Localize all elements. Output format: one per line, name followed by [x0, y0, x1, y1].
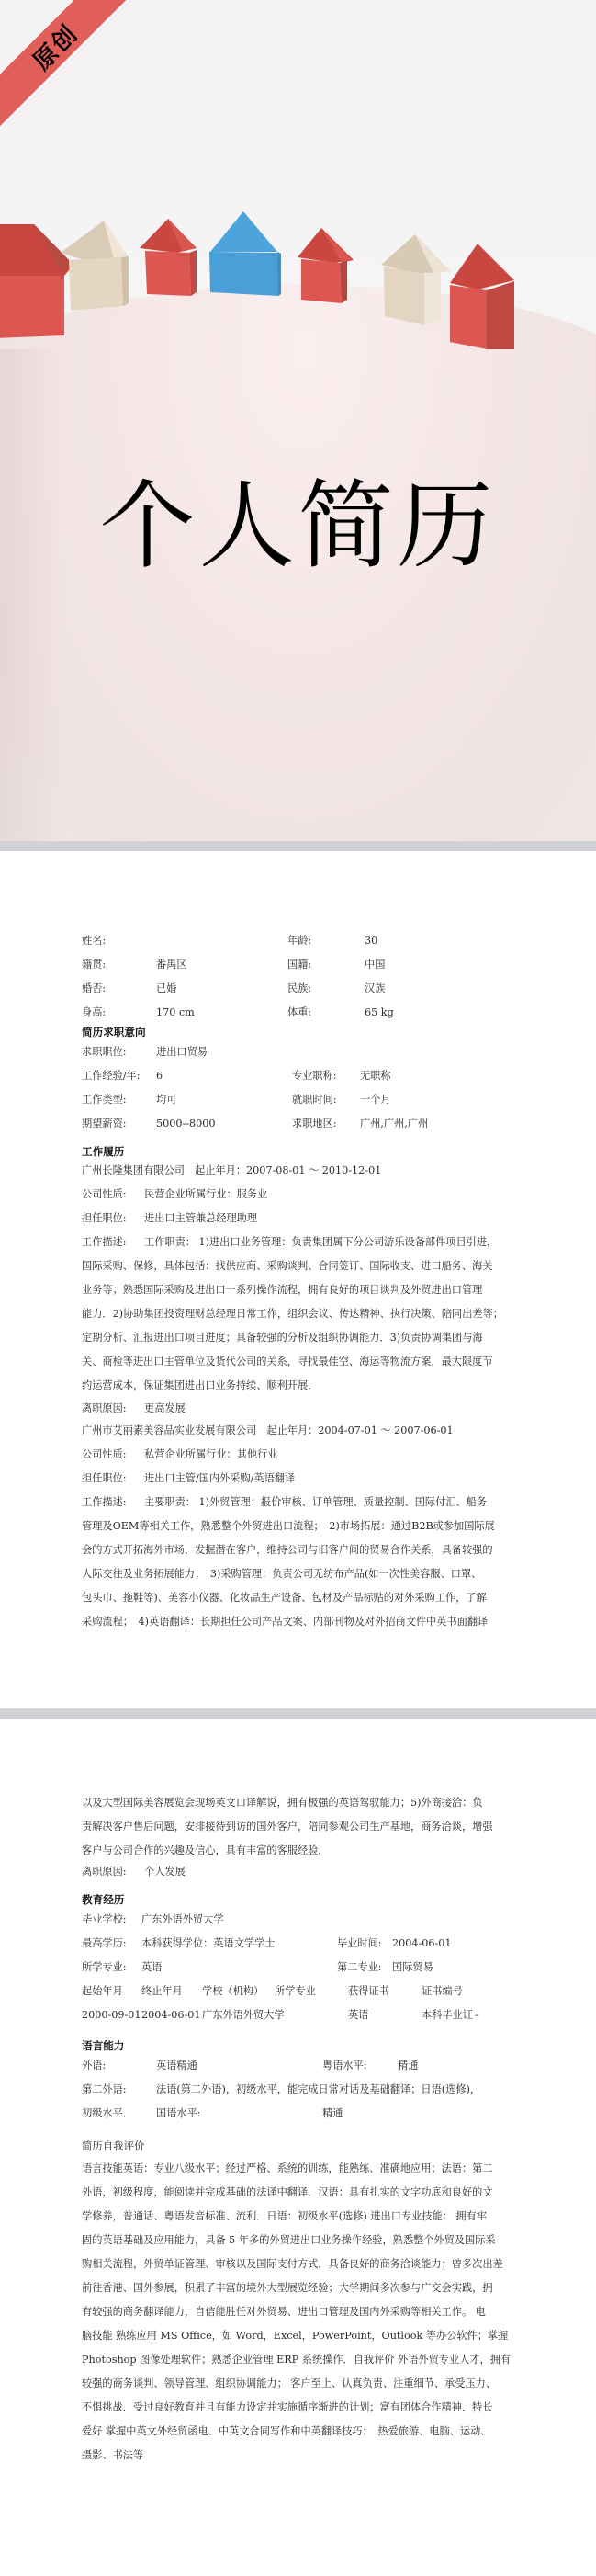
job-1-desc-line: 定期分析、汇报进出口项目进度；具备较强的分析及组织协调能力．3)负责协调集团与海: [82, 1332, 483, 1344]
job-2-desc-line: 主要职责： 1)外贸管理：报价审核、订单管理、质量控制、国际付汇、船务: [144, 1496, 488, 1508]
intent-position-label: 求职职位:: [82, 1046, 127, 1058]
self-eval-line: 脑技能 熟练应用 MS Office，如 Word，Excel，PowerPoint，Outlook 等办公软件；掌握: [82, 2330, 509, 2342]
self-eval-line: 语言技能英语：专业八级水平；经过严格、系统的训练，能熟练、准确地应用；法语：第二: [82, 2162, 493, 2174]
weight-label: 体重:: [287, 1006, 312, 1018]
self-eval-line: 爱好 掌握中英文外经贸函电、中英文合同写作和中英翻译技巧； 热爱旅游、电脑、运动、: [82, 2425, 491, 2437]
section-heading-work: 工作履历: [82, 1145, 125, 1158]
cover-title: 个人简历: [99, 470, 497, 582]
marital-value: 已婚: [156, 982, 177, 994]
edu-cell: 2000-09-01: [82, 2009, 141, 2021]
edu-col-header: 起始年月: [82, 1985, 123, 1997]
self-eval-line: 外语，初级程度，能阅读并完成基础的法译中翻译．汉语：具有扎实的文字功底和良好的文: [82, 2186, 493, 2198]
house-blocks-image: [0, 0, 596, 386]
job-2-desc-line: 采购流程； 4)英语翻译：长期担任公司产品文案、内部刊物及对外招商文件中英书面翻译: [82, 1616, 489, 1628]
self-eval-line: 购相关流程，外贸单证管理、审核以及国际支付方式，具备良好的商务洽谈能力；曾多次出差: [82, 2258, 503, 2270]
job-1-desc-label: 工作描述:: [82, 1236, 127, 1248]
degree-label: 最高学历:: [82, 1937, 127, 1949]
self-eval-line: 较强的商务谈判、领导管理、组织协调能力； 客户至上、认真负责、注重细节、承受压力、: [82, 2377, 497, 2389]
pro-title-label: 专业职称:: [292, 1070, 337, 1082]
pro-title-value: 无职称: [360, 1070, 391, 1082]
job-2-desc-label: 工作描述:: [82, 1496, 127, 1508]
ethnic-value: 汉族: [365, 982, 386, 994]
edu-cell: -: [475, 2009, 478, 2021]
edu-cell: 本科毕业证: [422, 2009, 473, 2021]
job-2-nature-label: 公司性质:: [82, 1448, 127, 1460]
section-heading-education: 教育经历: [82, 1893, 125, 1906]
job-1-leave-value: 更高发展: [144, 1402, 186, 1414]
cantonese-value: 精通: [398, 2060, 419, 2071]
work-type-value: 均可: [156, 1094, 177, 1106]
job-2-nature-value: 私营企业所属行业：其他行业: [144, 1448, 278, 1460]
blue-house-icon: [209, 211, 281, 296]
salary-label: 期望薪资:: [82, 1118, 127, 1129]
salary-value: 5000--8000: [156, 1118, 216, 1129]
edu-col-header: 学校（机构）: [202, 1985, 264, 1997]
job-1-company: 广州长隆集团有限公司 起止年月：2007-08-01 ～ 2010-12-01: [82, 1164, 382, 1176]
start-time-value: 一个月: [360, 1094, 391, 1106]
mandarin-label: 国语水平:: [156, 2107, 201, 2119]
red-house-icon: [0, 224, 73, 338]
job-2-desc-line: 管理及OEM等相关工作，熟悉整个外贸进出口流程； 2)市场拓展：通过B2B或参加国际展: [82, 1520, 495, 1532]
origin-value: 番禺区: [156, 959, 187, 970]
second-lang-label: 第二外语:: [82, 2083, 127, 2095]
wood-house-icon: [381, 234, 450, 325]
cover-page: [0, 0, 596, 841]
job-2-position-value: 进出口主管/国内外采购/英语翻译: [144, 1472, 296, 1484]
job-2-desc-line: 包头巾、拖鞋等)、美容小仪器、化妆品生产设备、包材及产品标贴的对外采购工作，了解: [82, 1592, 487, 1604]
red-house-icon: [298, 228, 354, 303]
self-eval-line: 有较强的商务翻译能力，自信能胜任对外贸易、进出口管理及国内外采购等相关工作。 电: [82, 2306, 486, 2318]
wood-house-icon: [61, 221, 129, 311]
resume-page-3: [0, 1719, 596, 2576]
major-label: 所学专业:: [82, 1961, 127, 1973]
age-label: 年龄:: [287, 935, 312, 947]
resume-page-2: [0, 851, 596, 1708]
red-house-icon: [450, 244, 514, 349]
self-eval-line: Photoshop 图像处理软件；熟悉企业管理 ERP 系统操作．自我评价 外语外贸专业人才，拥有: [82, 2354, 512, 2366]
self-eval-line: 固的英语基础及应用能力，具备 5 年多的外贸进出口业务操作经验，熟悉整个外贸及国际采: [82, 2234, 496, 2246]
degree-value: 本科获得学位：英语文学学士: [141, 1937, 276, 1949]
major-value: 英语: [141, 1961, 163, 1973]
edu-col-header: 终止年月: [141, 1985, 183, 1997]
second-major-value: 国际贸易: [392, 1961, 433, 1973]
job-2-position-label: 担任职位:: [82, 1472, 127, 1484]
height-value: 170 cm: [156, 1006, 195, 1018]
job-1-desc-line: 国际采购、保修，具体包括：找供应商、采购谈判、合同签订、国际收支、进口船务、海关: [82, 1260, 493, 1272]
job-2-desc-line: 人际交往及业务拓展能力； 3)采购管理：负责公司无纺布产品(如一次性美容服、口罩、: [82, 1568, 482, 1580]
nationality-label: 国籍:: [287, 959, 312, 970]
weight-value: 65 kg: [365, 1006, 394, 1018]
ethnic-label: 民族:: [287, 982, 312, 994]
job-1-position-label: 担任职位:: [82, 1212, 127, 1224]
marital-label: 婚否:: [82, 982, 107, 994]
cover-shade: [0, 349, 64, 841]
cantonese-label: 粤语水平:: [322, 2060, 367, 2071]
nationality-value: 中国: [365, 959, 386, 970]
second-lang-value: 法语(第二外语)，初级水平，能完成日常对话及基础翻译；日语(选修)，: [156, 2083, 481, 2095]
self-eval-line: 学修养，普通话、粤语发音标准、流利．日语：初级水平(选修) 进出口专业技能： 拥有牢: [82, 2210, 487, 2222]
original-badge-label: 原创: [28, 19, 84, 76]
job-2-desc-line: 以及大型国际美容展览会现场英文口译解说，拥有极强的英语驾驭能力；5)外商接洽：负: [82, 1797, 483, 1809]
height-label: 身高:: [82, 1006, 107, 1018]
second-lang-value-cont: 初级水平．: [82, 2107, 133, 2119]
edu-col-header: 获得证书: [348, 1985, 389, 1997]
start-time-label: 就职时间:: [292, 1094, 337, 1106]
school-label: 毕业学校:: [82, 1913, 127, 1925]
job-1-nature-label: 公司性质:: [82, 1188, 127, 1200]
experience-label: 工作经验/年:: [82, 1070, 141, 1082]
job-1-desc-line: 约运营成本，保证集团进出口业务持续、顺利开展．: [82, 1379, 319, 1391]
job-2-desc-line: 责解决客户售后问题，安排接待到访的国外客户，陪同参观公司生产基地，商务洽谈，增强: [82, 1821, 493, 1833]
name-label: 姓名:: [82, 935, 107, 947]
self-eval-line: 摄影、书法等: [82, 2449, 144, 2461]
foreign-lang-value: 英语精通: [156, 2060, 197, 2071]
edu-col-header: 证书编号: [422, 1985, 463, 1997]
second-major-label: 第二专业:: [337, 1961, 382, 1973]
region-label: 求职地区:: [292, 1118, 337, 1129]
age-value: 30: [365, 935, 378, 947]
job-1-position-value: 进出口主管兼总经理助理: [144, 1212, 258, 1224]
section-heading-self-eval: 简历自我评价: [82, 2139, 145, 2152]
school-value: 广东外语外贸大学: [141, 1913, 224, 1925]
edu-cell: 2004-06-01: [141, 2009, 201, 2021]
job-1-desc-line: 业务等；熟悉国际采购及进出口一系列操作流程，拥有良好的项目谈判及外贸进出口管理: [82, 1284, 483, 1296]
job-2-desc-line: 会的方式开拓海外市场，发掘潜在客户，维持公司与旧客户间的贸易合作关系，具备较强的: [82, 1544, 493, 1556]
self-eval-line: 不惧挑战．受过良好教育并且有能力设定并实施循序渐进的计划；富有团体合作精神．特长: [82, 2401, 493, 2413]
intent-position-value: 进出口贸易: [156, 1046, 208, 1058]
job-1-desc-line: 工作职责： 1)进出口业务管理：负责集团属下分公司游乐设备部件项目引进，: [144, 1236, 498, 1248]
foreign-lang-label: 外语:: [82, 2060, 107, 2071]
job-1-desc-line: 能力．2)协助集团投资理财总经理日常工作，组织会议、传达精神、执行决策、陪同出差等；: [82, 1308, 503, 1320]
region-value: 广州,广州,广州: [360, 1118, 429, 1129]
mandarin-value: 精通: [322, 2107, 343, 2119]
job-2-leave-label: 离职原因:: [82, 1866, 127, 1878]
grad-date-value: 2004-06-01: [392, 1937, 452, 1949]
job-1-nature-value: 民营企业所属行业：服务业: [144, 1188, 268, 1200]
grad-date-label: 毕业时间:: [337, 1937, 382, 1949]
page-separator: [0, 1708, 596, 1719]
self-eval-line: 前往香港、国外参展，积累了丰富的境外大型展览经验；大学期间多次参与广交会实践，拥: [82, 2282, 493, 2294]
job-2-leave-value: 个人发展: [144, 1866, 186, 1878]
edu-cell: 英语: [348, 2009, 369, 2021]
page-separator: [0, 841, 596, 851]
job-1-leave-label: 离职原因:: [82, 1402, 127, 1414]
job-2-desc-line: 客户与公司合作的兴趣及信心，具有丰富的客服经验．: [82, 1844, 329, 1856]
origin-label: 籍贯:: [82, 959, 107, 970]
red-house-icon: [140, 219, 197, 296]
section-heading-language: 语言能力: [82, 2039, 125, 2052]
job-1-desc-line: 关、商检等进出口主管单位及货代公司的关系，寻找最佳空、海运等物流方案，最大限度节: [82, 1356, 493, 1367]
experience-value: 6: [156, 1070, 163, 1082]
section-heading-intent: 简历求职意向: [82, 1026, 146, 1038]
work-type-label: 工作类型:: [82, 1094, 127, 1106]
edu-cell: 广东外语外贸大学: [202, 2009, 285, 2021]
edu-col-header: 所学专业: [275, 1985, 316, 1997]
job-2-company: 广州市艾丽素美容品实业发展有限公司 起止年月：2004-07-01 ～ 2007-06-01: [82, 1424, 454, 1436]
